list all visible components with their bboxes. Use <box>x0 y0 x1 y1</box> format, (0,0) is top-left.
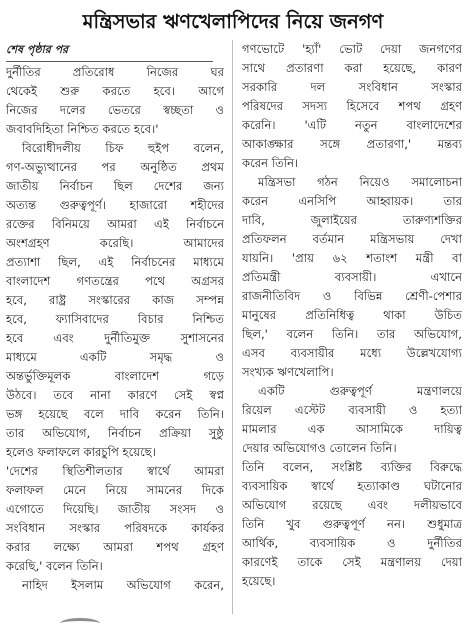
text-line: উঠবে। তবে নানা কারণে সেই স্বপ্ন <box>6 388 224 402</box>
text-line: করার লক্ষ্যে আমরা শপথ গ্রহণ <box>6 540 224 554</box>
text-line: করেছি,' বলেন তিনি। <box>6 559 103 573</box>
text-line: এসব ব্যবসায়ীর মধ্যে উল্লেখযোগ্য <box>242 346 462 360</box>
text-line: দেয়ার অভিযোগও তোলেন তিনি। <box>242 441 397 455</box>
text-line: ছিল,' বলেন তিনি। তার অভিযোগ, <box>242 327 462 341</box>
text-line: নাহিদ ইসলাম অভিযোগ করেন, <box>22 578 224 592</box>
continued-from-label: শেষ পৃষ্ঠার পর <box>6 43 69 56</box>
text-line: সাথে প্রতারণা করা হয়েছে, কারণ <box>242 61 462 75</box>
text-line: তিনি খুব গুরুত্বপূর্ণ নন। শুধুমাত্র <box>242 517 462 531</box>
text-line: কারণেই তাকে সেই মন্ত্রণালয় দেয়া <box>242 555 462 569</box>
text-line: গণভোটে 'হ্যাঁ' ভোট দেয়া জনগণের <box>242 42 462 56</box>
text-line: মন্ত্রিসভা গঠন নিয়েও সমালোচনা <box>258 175 462 189</box>
text-line: নিজের দলের ভেতরে স্বচ্ছতা ও <box>6 103 224 117</box>
text-line: করেনি। 'এটি নতুন বাংলাদেশের <box>242 118 462 132</box>
text-line: ফলাফল মেনে নিয়ে সামনের দিকে <box>6 483 224 497</box>
text-line: করেন তিনি। <box>242 156 299 170</box>
bottom-cut-glyph <box>60 618 100 629</box>
text-line: যায়নি। 'প্রায় ৬২ শতাংশ মন্ত্রী বা <box>242 251 462 265</box>
text-line: অভিযোগ রয়েছে এবং দলীয়ভাবে <box>242 498 462 512</box>
text-line: হবে, রাষ্ট্র সংস্কারের কাজ সম্পন্ন <box>6 293 224 307</box>
text-line: সংবিধান সংস্কার পরিষদকে কার্যকর <box>6 521 224 535</box>
text-line: মাধ্যমে একটি সমৃদ্ধ ও <box>6 350 224 364</box>
text-line: রিয়েল এস্টেট ব্যবসায়ী ও হত্যা <box>242 403 462 417</box>
text-line: এগোতে দিয়েছি। জাতীয় সংসদ ও <box>6 502 224 516</box>
right-column-body <box>242 40 462 591</box>
text-line: জাতীয় নির্বাচন ছিল দেশের জন্য <box>6 179 224 193</box>
text-line: আকাঙ্ক্ষার সঙ্গে প্রতারণা,' মন্তব্য <box>242 137 462 151</box>
text-line: হবে এবং দুর্নীতিমুক্ত সুশাসনের <box>6 331 224 345</box>
text-line: ভঙ্গ হয়েছে বলে দাবি করেন তিনি। <box>6 407 224 421</box>
text-line: প্রত্যাশা ছিল, এই নির্বাচনের মাধ্যমে <box>6 255 224 269</box>
text-line: হবে, ফ্যাসিবাদের বিচার নিশ্চিত <box>6 312 224 326</box>
text-line: থেকেই শুরু করতে হবে। আগে <box>6 84 224 98</box>
text-line: বিরোধীদলীয় চিফ হুইপ বলেন, <box>22 141 224 155</box>
text-line: অন্তর্ভুক্তিমূলক বাংলাদেশ গড়ে <box>6 369 224 383</box>
text-line: মামলার এক আসামিকে দায়িত্ব <box>242 422 462 436</box>
text-line: পরিষদের সদস্য হিসেবে শপথ গ্রহণ <box>242 99 462 113</box>
text-line: একটি গুরুত্বপূর্ণ মন্ত্রণালয়ে <box>258 384 462 398</box>
text-line: অংশগ্রহণ করেছি। আমাদের <box>6 236 224 250</box>
headline: মন্ত্রিসভার ঋণখেলাপিদের নিয়ে জনগণ <box>82 10 384 33</box>
text-line: তার অভিযোগ, নির্বাচন প্রক্রিয়া সুষ্ঠু <box>6 426 224 440</box>
text-line: সংখ্যক ঋণখেলাপি। <box>242 365 334 379</box>
text-line: আর্থিক, ব্যবসায়িক ও দুর্নীতির <box>242 536 462 550</box>
text-line: প্রতিমন্ত্রী ব্যবসায়ী। এখানে <box>242 270 462 284</box>
text-line: মানুষের প্রতিনিধিত্ব থাকা উচিত <box>242 308 462 322</box>
text-line: হলেও ফলাফলে কারচুপি হয়েছে। <box>6 445 156 459</box>
text-line: অত্যন্ত গুরুত্বপূর্ণ। হাজারো শহীদের <box>6 198 224 212</box>
column-divider <box>232 40 233 614</box>
text-line: রাজনীতিবিদ ও বিভিন্ন শ্রেণী-পেশার <box>242 289 462 303</box>
right-column <box>242 40 462 591</box>
text-line: তিনি বলেন, সংশ্লিষ্ট ব্যক্তির বিরুদ্ধে <box>242 460 462 474</box>
left-column <box>6 40 224 595</box>
text-line: দুর্নীতির প্রতিরোধ নিজের ঘর <box>6 65 224 79</box>
text-line: দাবি, জুলাইয়ের তারুণ্যশক্তির <box>242 213 462 227</box>
text-line: 'দেশের স্থিতিশীলতার স্বার্থে আমরা <box>6 464 224 478</box>
left-column-body <box>6 63 224 595</box>
text-line: জবাবদিহিতা নিশ্চিত করতে হবে।' <box>6 122 159 136</box>
text-line: বাংলাদেশ গণতন্ত্রের পথে অগ্রসর <box>6 274 224 288</box>
text-line: প্রতিফলন বর্তমান মন্ত্রিসভায় দেখা <box>242 232 462 246</box>
text-line: করেন এনসিপি আহ্বায়ক। তার <box>242 194 462 208</box>
text-line: গণ-অভ্যুত্থানের পর অনুষ্ঠিত প্রথম <box>6 160 224 174</box>
text-line: রক্তের বিনিময়ে আমরা এই নির্বাচনে <box>6 217 224 231</box>
continued-rule <box>6 61 213 62</box>
text-line: ব্যবসায়িক স্বার্থে হত্যাকাণ্ড ঘটানোর <box>242 479 462 493</box>
text-line: সরকারি দল সংবিধান সংস্কার <box>242 80 462 94</box>
text-line: হয়েছে। <box>242 574 276 588</box>
